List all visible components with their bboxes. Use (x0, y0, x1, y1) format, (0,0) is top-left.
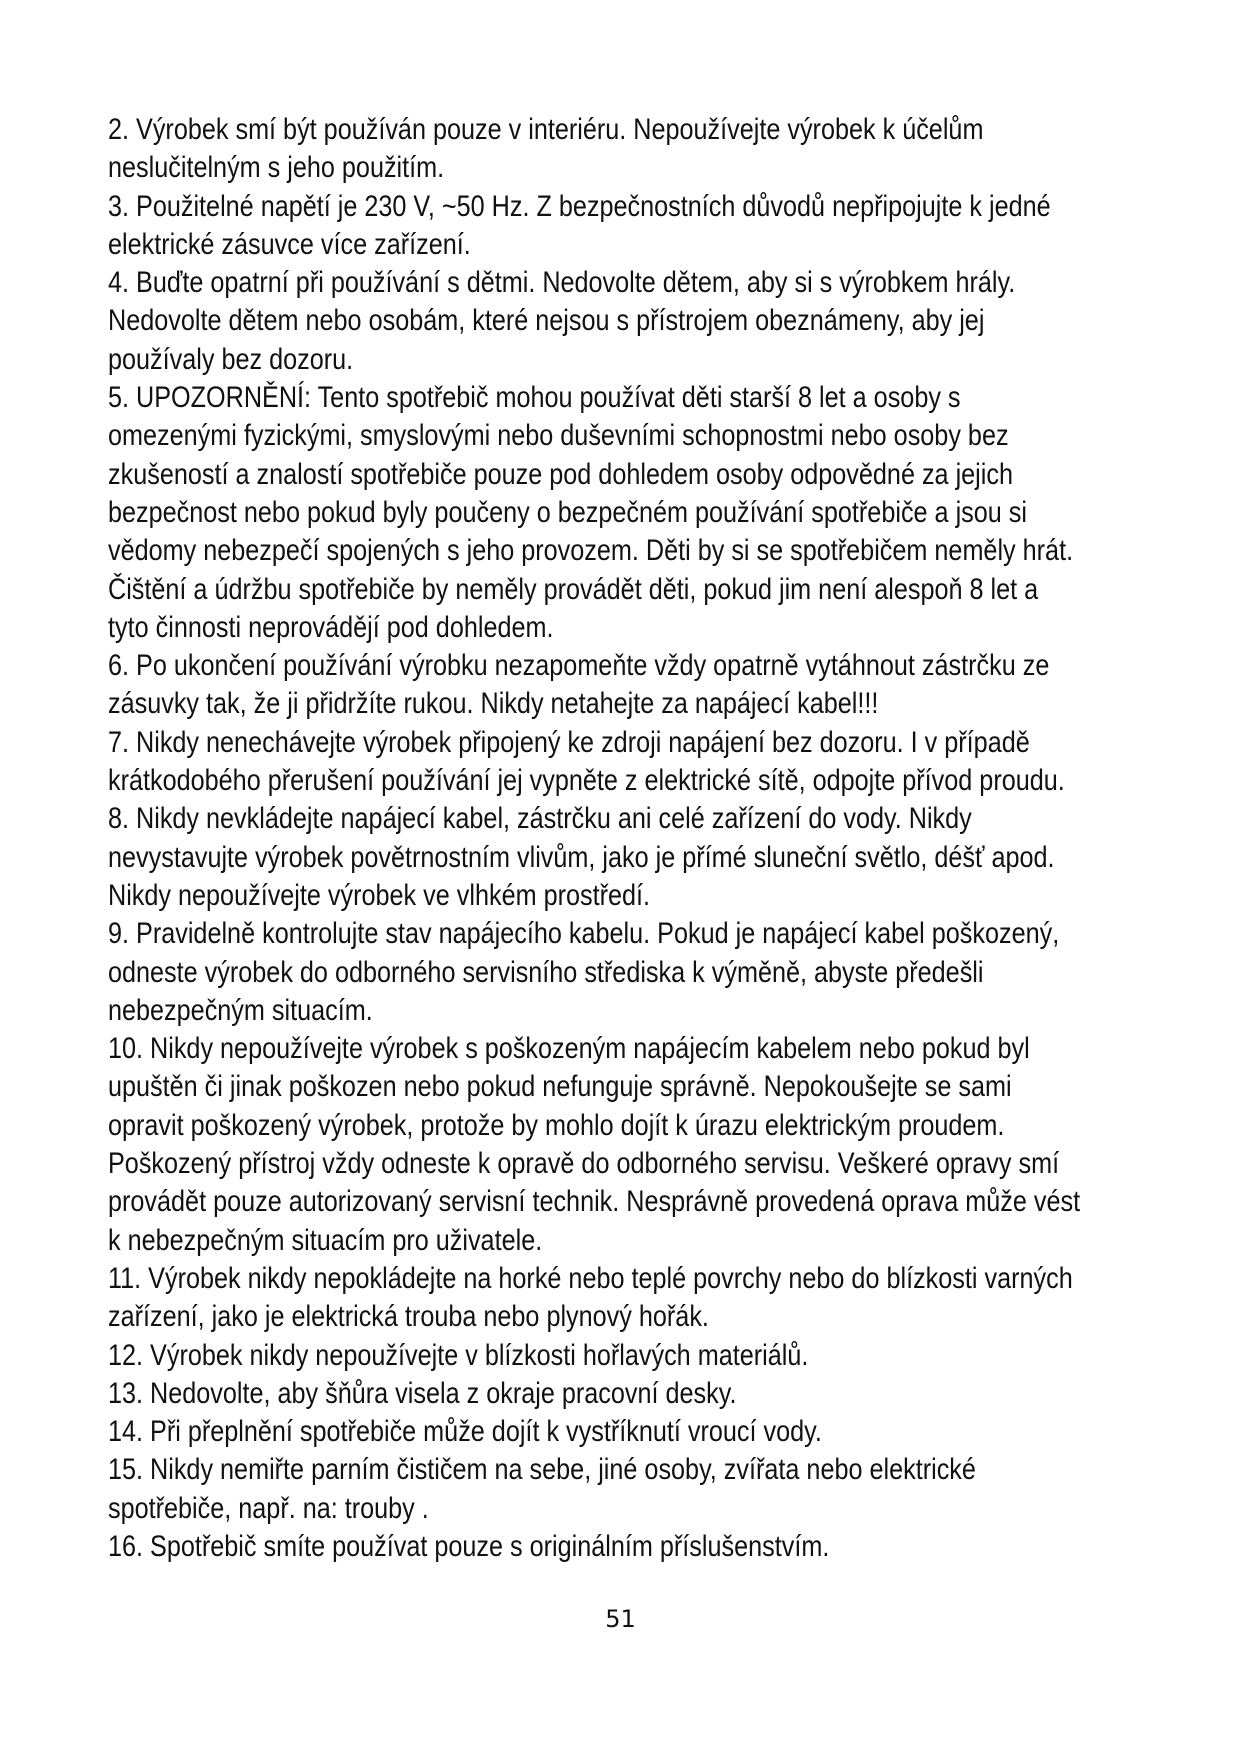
text-line: 5. UPOZORNĚNÍ: Tento spotřebič mohou používat děti starší 8 let a osoby s (108, 381, 961, 415)
text-line: zásuvky tak, že ji přidržíte rukou. Nikdy netahejte za napájecí kabel!!! (108, 687, 879, 721)
text-line: 3. Použitelné napětí je 230 V, ~50 Hz. Z bezpečnostních důvodů nepřipojujte k jedné (108, 189, 1051, 223)
instruction-item-15 (108, 1451, 1168, 1528)
text-line: Čištění a údržbu spotřebiče by neměly provádět děti, pokud jim není alespoň 8 let a (108, 572, 1039, 606)
text-line: 2. Výrobek smí být používán pouze v interiéru. Nepoužívejte výrobek k účelům (108, 113, 984, 146)
text-line: 12. Výrobek nikdy nepoužívejte v blízkosti hořlavých materiálů. (108, 1338, 809, 1372)
instruction-item-3 (108, 188, 1168, 265)
instruction-item-11 (108, 1260, 1168, 1337)
text-line: 10. Nikdy nepoužívejte výrobek s poškozeným napájecím kabelem nebo pokud byl (108, 1032, 1030, 1066)
text-line: odneste výrobek do odborného servisního střediska k výměně, abyste předešli (108, 955, 984, 989)
instruction-item-5 (108, 379, 1168, 647)
instruction-item-13 (108, 1375, 1168, 1413)
text-line: bezpečnost nebo pokud byly poučeny o bezpečném používání spotřebiče a jsou si (108, 495, 1028, 529)
instruction-item-14 (108, 1413, 1168, 1451)
text-line: používaly bez dozoru. (108, 342, 354, 376)
text-line: 13. Nedovolte, aby šňůra visela z okraje pracovní desky. (108, 1376, 737, 1410)
text-line: nebezpečným situacím. (108, 993, 373, 1027)
text-line: 11. Výrobek nikdy nepokládejte na horké nebo teplé povrchy nebo do blízkosti varných (108, 1261, 1073, 1295)
instruction-item-2 (108, 111, 1168, 188)
text-line: 15. Nikdy nemiřte parním čističem na sebe, jiné osoby, zvířata nebo elektrické (108, 1453, 976, 1487)
text-line: Nedovolte dětem nebo osobám, které nejsou s přístrojem obeznámeny, aby jej (108, 304, 985, 338)
text-line: Nikdy nepoužívejte výrobek ve vlhkém prostředí. (108, 878, 651, 912)
instruction-item-4 (108, 264, 1168, 379)
safety-instructions-list (108, 111, 1168, 1566)
instruction-item-10 (108, 1030, 1168, 1260)
instruction-item-6 (108, 647, 1168, 724)
text-line: 14. Při přeplnění spotřebiče může dojít k vystříknutí vroucí vody. (108, 1415, 822, 1449)
text-line: 6. Po ukončení používání výrobku nezapomeňte vždy opatrně vytáhnout zástrčku ze (108, 649, 1050, 683)
text-line: 8. Nikdy nevkládejte napájecí kabel, zástrčku ani celé zařízení do vody. Nikdy (108, 802, 972, 836)
text-line: neslučitelným s jeho použitím. (108, 151, 445, 185)
text-line: elektrické zásuvce více zařízení. (108, 227, 471, 261)
text-line: nevystavujte výrobek povětrnostním vlivům, jako je přímé sluneční světlo, déšť apod. (108, 840, 1055, 874)
instruction-item-9 (108, 915, 1168, 1030)
text-line: omezenými fyzickými, smyslovými nebo duševními schopnostmi nebo osoby bez (108, 419, 1009, 453)
text-line: vědomy nebezpečí spojených s jeho provozem. Děti by si se spotřebičem neměly hrát. (108, 534, 1074, 568)
text-line: 9. Pravidelně kontrolujte stav napájecího kabelu. Pokud je napájecí kabel poškozený, (108, 917, 1060, 951)
instruction-item-8 (108, 800, 1168, 915)
text-line: 7. Nikdy nenechávejte výrobek připojený ke zdroji napájení bez dozoru. I v případě (108, 725, 1030, 759)
text-line: krátkodobého přerušení používání jej vypněte z elektrické sítě, odpojte přívod proudu. (108, 764, 1065, 798)
text-line: provádět pouze autorizovaný servisní technik. Nesprávně provedená oprava může vést (108, 1185, 1081, 1219)
instruction-item-16 (108, 1528, 1168, 1566)
text-line: spotřebiče, např. na: trouby . (108, 1491, 429, 1525)
text-line: tyto činnosti neprovádějí pod dohledem. (108, 610, 554, 644)
text-line: Poškozený přístroj vždy odneste k opravě do odborného servisu. Veškeré opravy smí (108, 1147, 1060, 1181)
text-line: zařízení, jako je elektrická trouba nebo plynový hořák. (108, 1300, 709, 1334)
text-line: upuštěn či jinak poškozen nebo pokud nefunguje správně. Nepokoušejte se sami (108, 1070, 1012, 1104)
text-line: 16. Spotřebič smíte používat pouze s originálním příslušenstvím. (108, 1529, 830, 1563)
instruction-item-7 (108, 724, 1168, 801)
text-line: 4. Buďte opatrní při používání s dětmi. Nedovolte dětem, aby si s výrobkem hrály. (108, 266, 1016, 300)
text-line: k nebezpečným situacím pro uživatele. (108, 1223, 543, 1257)
page-number: 51 (605, 1605, 636, 1633)
text-line: zkušeností a znalostí spotřebiče pouze pod dohledem osoby odpovědné za jejich (108, 457, 1014, 491)
text-line: opravit poškozený výrobek, protože by mohlo dojít k úrazu elektrickým proudem. (108, 1108, 1005, 1142)
instruction-item-12 (108, 1337, 1168, 1375)
